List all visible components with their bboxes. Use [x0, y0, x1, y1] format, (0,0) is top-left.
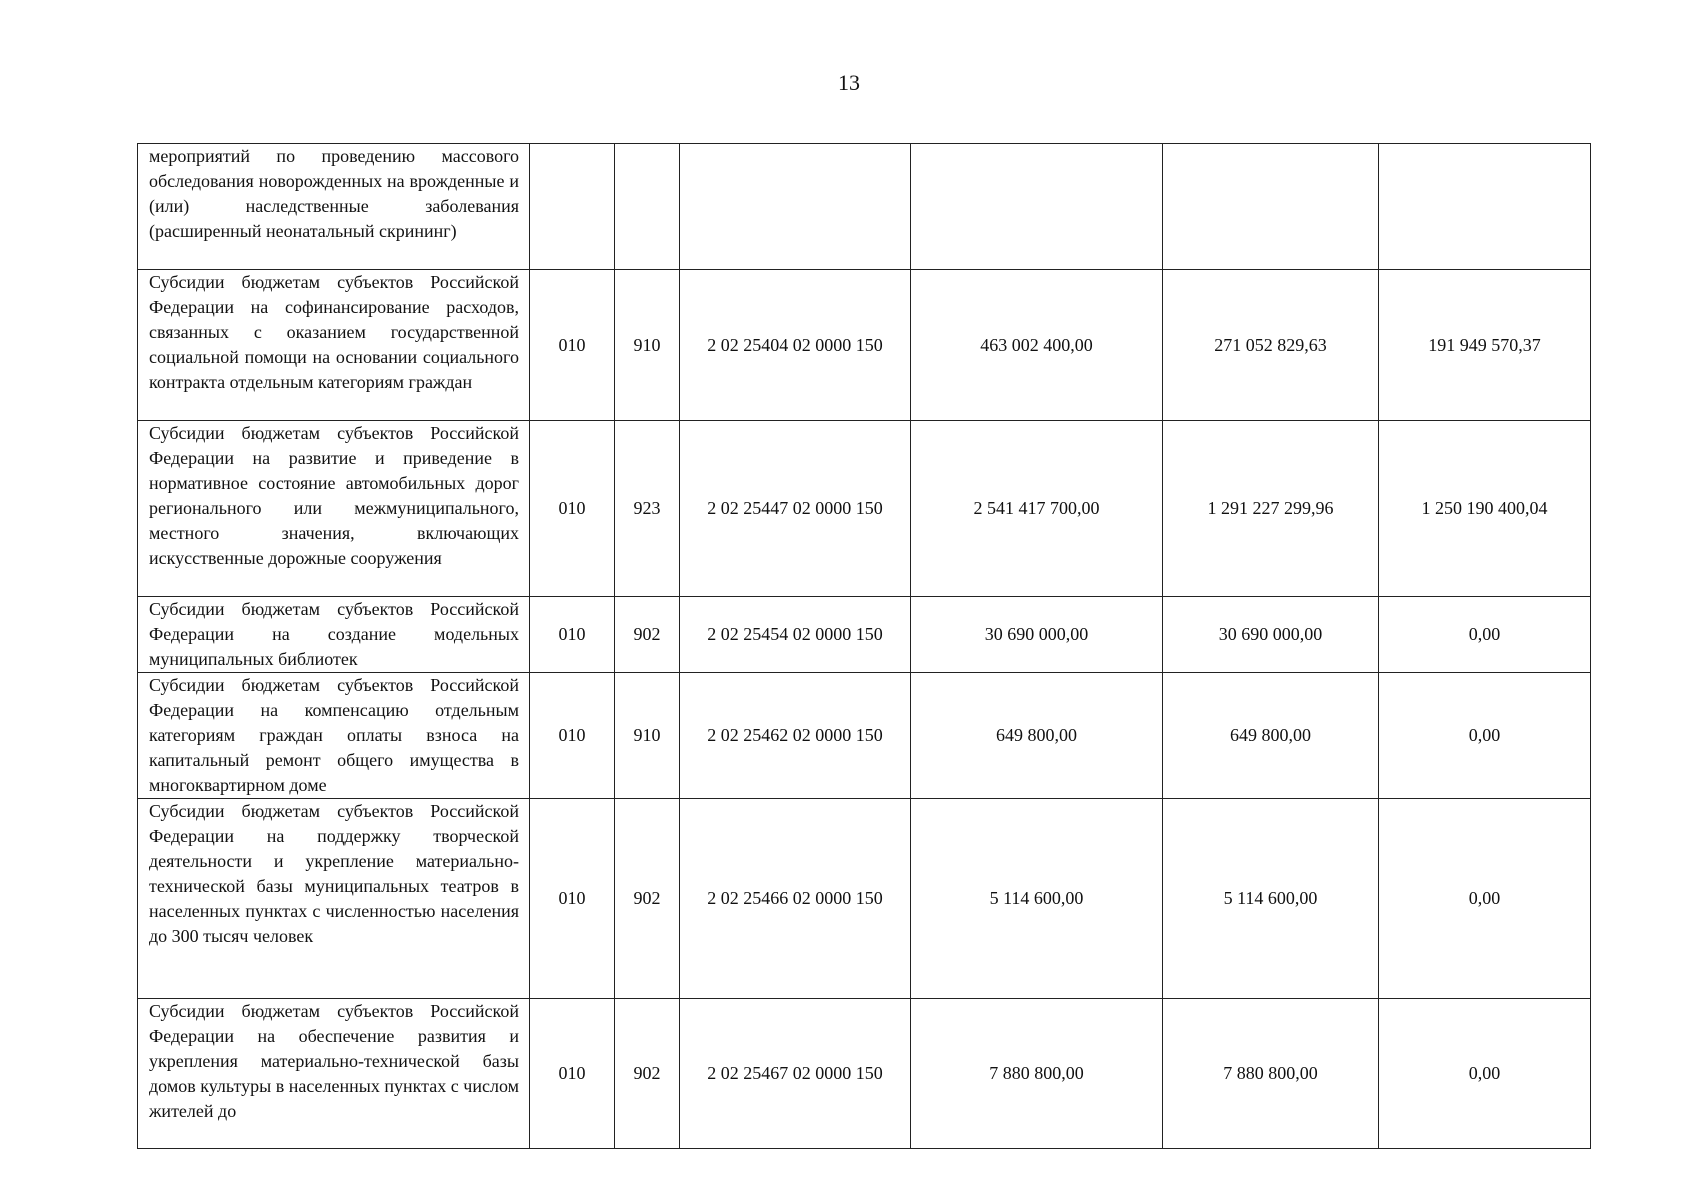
row-col3: 902	[615, 799, 680, 999]
row-code: 2 02 25454 02 0000 150	[680, 597, 911, 673]
row-code: 2 02 25462 02 0000 150	[680, 673, 911, 799]
row-amount3	[1379, 144, 1591, 270]
row-amount1: 649 800,00	[911, 673, 1163, 799]
row-col3: 923	[615, 421, 680, 597]
row-amount1: 2 541 417 700,00	[911, 421, 1163, 597]
row-amount2: 5 114 600,00	[1163, 799, 1379, 999]
row-amount1: 7 880 800,00	[911, 999, 1163, 1149]
row-description: Субсидии бюджетам субъектов Российской Федерации на компенсацию отдельным категориям граждан оплаты взноса на капитальный ремонт общего имущества в многоквартирном доме	[138, 673, 530, 799]
row-col2: 010	[530, 270, 615, 421]
row-amount1	[911, 144, 1163, 270]
row-col3: 910	[615, 270, 680, 421]
row-amount2: 1 291 227 299,96	[1163, 421, 1379, 597]
row-amount3: 0,00	[1379, 999, 1591, 1149]
row-amount2: 7 880 800,00	[1163, 999, 1379, 1149]
row-amount3: 191 949 570,37	[1379, 270, 1591, 421]
page-number: 13	[838, 70, 860, 95]
row-col2: 010	[530, 673, 615, 799]
row-col2: 010	[530, 597, 615, 673]
row-amount2	[1163, 144, 1379, 270]
table-row	[138, 421, 1591, 597]
table-row	[138, 597, 1591, 673]
row-code: 2 02 25467 02 0000 150	[680, 999, 911, 1149]
row-col3	[615, 144, 680, 270]
row-amount2: 30 690 000,00	[1163, 597, 1379, 673]
table-row	[138, 673, 1591, 799]
row-code: 2 02 25447 02 0000 150	[680, 421, 911, 597]
row-col2: 010	[530, 421, 615, 597]
row-amount3: 0,00	[1379, 597, 1591, 673]
row-description: мероприятий по проведению массового обследования новорожденных на врожденные и (или) наследственные заболевания (расширенный неонатальный скрининг)	[138, 144, 530, 270]
row-col2: 010	[530, 799, 615, 999]
row-amount3: 0,00	[1379, 673, 1591, 799]
table-row	[138, 144, 1591, 270]
row-amount2: 649 800,00	[1163, 673, 1379, 799]
row-code: 2 02 25404 02 0000 150	[680, 270, 911, 421]
table-row	[138, 999, 1591, 1149]
row-description: Субсидии бюджетам субъектов Российской Федерации на поддержку творческой деятельности и укрепление материально-технической базы муниципальных театров в населенных пунктах с численностью населения до 300 тысяч человек	[138, 799, 530, 999]
row-description: Субсидии бюджетам субъектов Российской Федерации на софинансирование расходов, связанных с оказанием государственной социальной помощи на основании социального контракта отдельным категориям граждан	[138, 270, 530, 421]
row-amount3: 1 250 190 400,04	[1379, 421, 1591, 597]
row-amount1: 30 690 000,00	[911, 597, 1163, 673]
row-amount3: 0,00	[1379, 799, 1591, 999]
row-description: Субсидии бюджетам субъектов Российской Федерации на создание модельных муниципальных библиотек	[138, 597, 530, 673]
row-amount2: 271 052 829,63	[1163, 270, 1379, 421]
table-row	[138, 270, 1591, 421]
row-amount1: 463 002 400,00	[911, 270, 1163, 421]
row-col3: 902	[615, 597, 680, 673]
budget-table	[137, 143, 1591, 1149]
row-col3: 910	[615, 673, 680, 799]
row-col3: 902	[615, 999, 680, 1149]
table-row	[138, 799, 1591, 999]
row-code	[680, 144, 911, 270]
row-description: Субсидии бюджетам субъектов Российской Федерации на развитие и приведение в нормативное состояние автомобильных дорог регионального или межмуниципального, местного значения, включающих искусственные дорожные сооружения	[138, 421, 530, 597]
row-code: 2 02 25466 02 0000 150	[680, 799, 911, 999]
row-col2	[530, 144, 615, 270]
row-col2: 010	[530, 999, 615, 1149]
row-description: Субсидии бюджетам субъектов Российской Федерации на обеспечение развития и укрепления материально-технической базы домов культуры в населенных пунктах с числом жителей до	[138, 999, 530, 1149]
row-amount1: 5 114 600,00	[911, 799, 1163, 999]
